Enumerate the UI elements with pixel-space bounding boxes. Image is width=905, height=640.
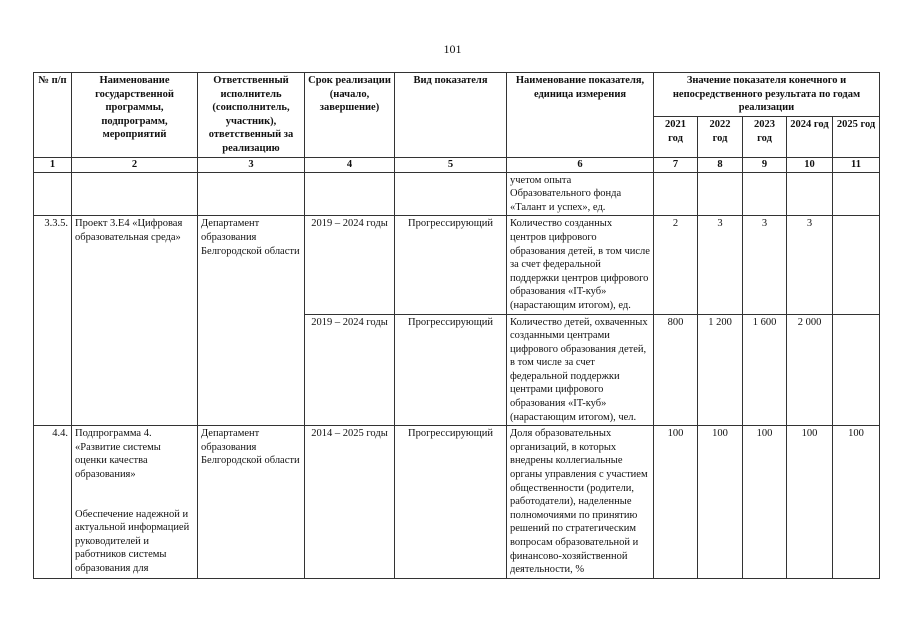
header-values-group: Значение показателя конечного и непосредственного результата по годам реализации xyxy=(654,73,880,117)
row-term: 2019 – 2024 годы xyxy=(305,216,395,314)
row-type: Прогрессирующий xyxy=(395,216,507,314)
header-year-2025: 2025 год xyxy=(833,117,880,157)
header-year-2022: 2022 год xyxy=(698,117,743,157)
header-term: Срок реализации (начало, завершение) xyxy=(305,73,395,158)
table-row xyxy=(34,216,880,314)
header-year-2021: 2021 год xyxy=(654,117,698,157)
row-value-2024 xyxy=(787,172,833,216)
header-executor: Ответственный исполнитель (соисполнитель, участник), ответственный за реализацию xyxy=(198,73,305,158)
row-program-cell xyxy=(72,426,198,579)
row-value-2025 xyxy=(833,172,880,216)
column-number: 7 xyxy=(654,157,698,172)
row-num xyxy=(34,172,72,216)
row-value-2024: 3 xyxy=(787,216,833,314)
column-number: 6 xyxy=(507,157,654,172)
row-indicator-name: Количество детей, охваченных созданными центрами цифрового образования детей, в том числе за счет федеральной поддержки центрами цифрового образования «IT-куб» (нарастающим итогом), чел. xyxy=(507,314,654,426)
row-value-2022: 100 xyxy=(698,426,743,579)
row-value-2022: 3 xyxy=(698,216,743,314)
indicators-table xyxy=(33,72,880,579)
page-number: 101 xyxy=(443,42,462,56)
row-term: 2014 – 2025 годы xyxy=(305,426,395,579)
row-value-2021: 100 xyxy=(654,426,698,579)
row-value-2022: 1 200 xyxy=(698,314,743,426)
row-value-2025 xyxy=(833,314,880,426)
row-type xyxy=(395,172,507,216)
column-number: 9 xyxy=(743,157,787,172)
row-executor: Департамент образования Белгородской области xyxy=(198,216,305,426)
header-program: Наименование государственной программы, подпрограмм, мероприятий xyxy=(72,73,198,158)
row-value-2022 xyxy=(698,172,743,216)
row-executor xyxy=(198,172,305,216)
row-value-2023: 100 xyxy=(743,426,787,579)
row-value-2025 xyxy=(833,216,880,314)
header-year-2024: 2024 год xyxy=(787,117,833,157)
row-program: Подпрограмма 4. «Развитие системы оценки качества образования» xyxy=(75,428,161,481)
row-value-2021 xyxy=(654,172,698,216)
column-number: 5 xyxy=(395,157,507,172)
column-number: 1 xyxy=(34,157,72,172)
row-type: Прогрессирующий xyxy=(395,426,507,579)
header-indicator-type: Вид показателя xyxy=(395,73,507,158)
row-value-2024: 2 000 xyxy=(787,314,833,426)
row-value-2021: 800 xyxy=(654,314,698,426)
row-value-2023: 3 xyxy=(743,216,787,314)
header-indicator-name: Наименование показателя, единица измерения xyxy=(507,73,654,158)
header-num: № п/п xyxy=(34,73,72,158)
column-number-row xyxy=(34,157,880,172)
table-row xyxy=(34,172,880,216)
row-num: 3.3.5. xyxy=(34,216,72,426)
row-value-2021: 2 xyxy=(654,216,698,314)
row-indicator-name: Количество созданных центров цифрового образования детей, в том числе за счет федеральной поддержки центров цифрового образования «IT-куб» (нарастающим итогом), ед. xyxy=(507,216,654,314)
table-row xyxy=(34,426,880,579)
row-num: 4.4. xyxy=(34,426,72,579)
row-term xyxy=(305,172,395,216)
column-number: 2 xyxy=(72,157,198,172)
row-indicator-name: учетом опыта Образовательного фонда «Талант и успех», ед. xyxy=(507,172,654,216)
column-number: 10 xyxy=(787,157,833,172)
row-program-goal: Обеспечение надежной и актуальной информацией руководителей и работников системы образования для xyxy=(75,508,190,574)
column-number: 11 xyxy=(833,157,880,172)
row-value-2024: 100 xyxy=(787,426,833,579)
row-value-2023 xyxy=(743,172,787,216)
column-number: 8 xyxy=(698,157,743,172)
row-program: Проект 3.Е4 «Цифровая образовательная среда» xyxy=(72,216,198,426)
row-term: 2019 – 2024 годы xyxy=(305,314,395,426)
row-executor: Департамент образования Белгородской области xyxy=(198,426,305,579)
column-number: 3 xyxy=(198,157,305,172)
column-number: 4 xyxy=(305,157,395,172)
row-type: Прогрессирующий xyxy=(395,314,507,426)
row-program xyxy=(72,172,198,216)
row-value-2025: 100 xyxy=(833,426,880,579)
row-value-2023: 1 600 xyxy=(743,314,787,426)
header-year-2023: 2023 год xyxy=(743,117,787,157)
row-indicator-name: Доля образовательных организаций, в которых внедрены коллегиальные органы управления с участием общественности (родители, работодатели), наделенные полномочиями по принятию решений по стратегическим вопросам образовательной и финансово-хозяйственной деятельности, % xyxy=(507,426,654,579)
